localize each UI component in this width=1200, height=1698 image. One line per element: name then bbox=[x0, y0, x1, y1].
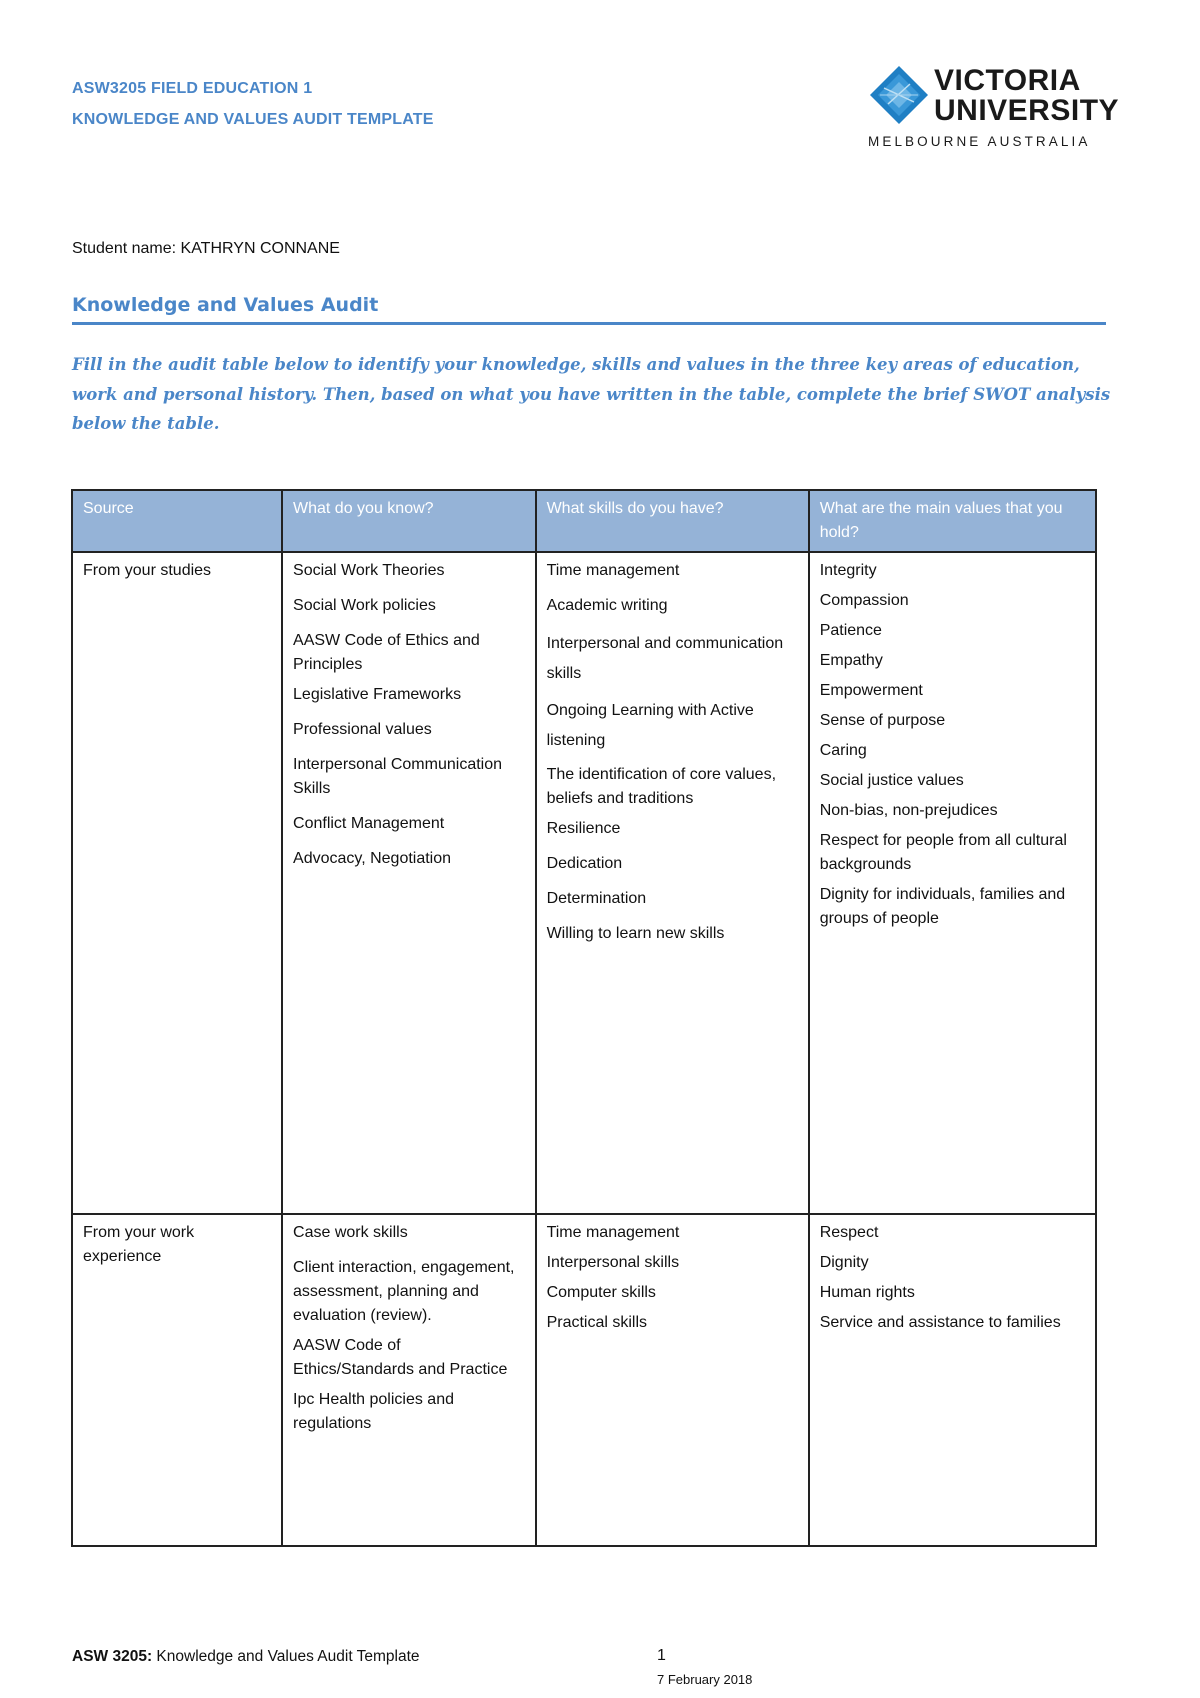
list-item: Compassion bbox=[819, 592, 909, 609]
logo-tagline: MELBOURNE AUSTRALIA bbox=[868, 134, 1091, 149]
table-row bbox=[72, 552, 1096, 1214]
list-item: Legislative Frameworks bbox=[293, 686, 462, 703]
footer-date: 7 February 2018 bbox=[657, 1672, 753, 1687]
list-item: Service and assistance to families bbox=[819, 1314, 1061, 1331]
list-item: Empowerment bbox=[819, 682, 923, 699]
header-know: What do you know? bbox=[282, 490, 536, 552]
list-item: Ongoing Learning with Active listening bbox=[546, 702, 754, 749]
list-item: Case work skills bbox=[293, 1224, 408, 1241]
list-item: Time management bbox=[546, 562, 680, 579]
list-item: Empathy bbox=[819, 652, 883, 669]
list-item: Social Work Theories bbox=[293, 562, 445, 579]
source-cell[interactable] bbox=[72, 1214, 282, 1546]
list-item: AASW Code of Ethics/Standards and Practice bbox=[293, 1337, 508, 1378]
know-cell[interactable] bbox=[282, 552, 536, 1214]
section-divider bbox=[72, 322, 1106, 325]
list-item: Integrity bbox=[819, 562, 877, 579]
source-label: From your work experience bbox=[83, 1224, 195, 1265]
instructions-text: Fill in the audit table below to identify your knowledge, skills and values in the three key areas of education, work and personal history. Then, based on what you have written in the table, complete the brief SWOT analysis below the table. bbox=[72, 355, 1111, 433]
list-item: Conflict Management bbox=[293, 815, 445, 832]
list-item: Advocacy, Negotiation bbox=[293, 850, 452, 867]
list-item: Ipc Health policies and regulations bbox=[293, 1391, 454, 1432]
list-item: Social justice values bbox=[819, 772, 964, 789]
list-item: Respect for people from all cultural backgrounds bbox=[819, 832, 1067, 873]
list-item: Professional values bbox=[293, 721, 432, 738]
list-item: Non-bias, non-prejudices bbox=[819, 802, 998, 819]
list-item: Caring bbox=[819, 742, 867, 759]
logo-word-victoria: VICTORIA bbox=[934, 64, 1081, 97]
audit-table bbox=[71, 489, 1097, 1547]
section-title: Knowledge and Values Audit bbox=[72, 294, 379, 316]
list-item: Dignity bbox=[819, 1254, 869, 1271]
list-item: Human rights bbox=[819, 1284, 915, 1301]
list-item: Willing to learn new skills bbox=[546, 925, 725, 942]
header-source: Source bbox=[72, 490, 282, 552]
list-item: Interpersonal and communication skills bbox=[546, 635, 784, 682]
logo-word-university: UNIVERSITY bbox=[934, 94, 1120, 127]
footer-title bbox=[72, 1648, 420, 1666]
diamond-logo-icon bbox=[868, 64, 930, 126]
list-item: Resilience bbox=[546, 820, 621, 837]
list-item: Time management bbox=[546, 1224, 680, 1241]
table-header-row bbox=[72, 490, 1096, 552]
footer-doc-title: Knowledge and Values Audit Template bbox=[152, 1648, 420, 1665]
university-logo bbox=[868, 62, 1118, 154]
list-item: Client interaction, engagement, assessment, planning and evaluation (review). bbox=[293, 1259, 515, 1324]
list-item: Determination bbox=[546, 890, 647, 907]
list-item: AASW Code of Ethics and Principles bbox=[293, 632, 480, 673]
source-cell[interactable] bbox=[72, 552, 282, 1214]
footer-course-code: ASW 3205: bbox=[72, 1648, 153, 1665]
template-title: KNOWLEDGE AND VALUES AUDIT TEMPLATE bbox=[72, 111, 434, 128]
list-item: Academic writing bbox=[546, 597, 668, 614]
list-item: Computer skills bbox=[546, 1284, 656, 1301]
list-item: Sense of purpose bbox=[819, 712, 946, 729]
student-name: Student name: KATHRYN CONNANE bbox=[72, 240, 340, 257]
header-skills: What skills do you have? bbox=[536, 490, 809, 552]
skills-cell[interactable] bbox=[536, 552, 809, 1214]
know-cell[interactable] bbox=[282, 1214, 536, 1546]
list-item: Interpersonal skills bbox=[546, 1254, 680, 1271]
list-item: Respect bbox=[819, 1224, 879, 1241]
skills-cell[interactable] bbox=[536, 1214, 809, 1546]
table-row bbox=[72, 1214, 1096, 1546]
list-item: Dignity for individuals, families and groups of people bbox=[819, 886, 1066, 927]
list-item: The identification of core values, beliefs and traditions bbox=[546, 766, 777, 807]
list-item: Social Work policies bbox=[293, 597, 436, 614]
course-title: ASW3205 FIELD EDUCATION 1 bbox=[72, 80, 313, 97]
source-label: From your studies bbox=[83, 562, 212, 579]
list-item: Practical skills bbox=[546, 1314, 648, 1331]
list-item: Dedication bbox=[546, 855, 623, 872]
list-item: Patience bbox=[819, 622, 882, 639]
page-number: 1 bbox=[657, 1647, 666, 1664]
values-cell[interactable] bbox=[809, 552, 1096, 1214]
values-cell[interactable] bbox=[809, 1214, 1096, 1546]
header-values: What are the main values that you hold? bbox=[809, 490, 1096, 552]
list-item: Interpersonal Communication Skills bbox=[293, 756, 503, 797]
